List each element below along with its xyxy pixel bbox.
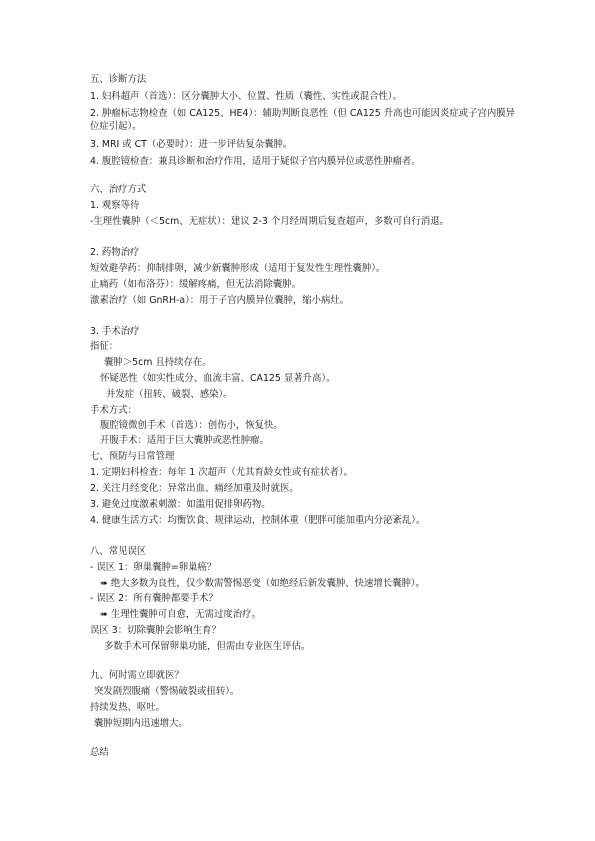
medication-line-1: 短效避孕药：抑制排卵，减少新囊肿形成（适用于复发性生理性囊肿）。 [90, 263, 386, 274]
surgery-indication-2: 怀疑恶性（如实性成分、血流丰富、CA125 显著升高）。 [100, 373, 336, 384]
urgent-item-1: 突发剧烈腹痛（警惕破裂或扭转）。 [94, 686, 240, 697]
section-heading-myths: 八、常见误区 [90, 546, 147, 557]
section-heading-prevention: 七、预防与日常管理 [90, 451, 175, 462]
myth-1-answer: ➠ 绝大多数为良性，仅少数需警惕恶变（如绝经后新发囊肿、快速增长囊肿）。 [100, 578, 425, 589]
surgery-method-1: 腹腔镜微创手术（首选）：创伤小，恢复快。 [100, 420, 283, 431]
diagnosis-item-4: 4. 腹腔镜检查：兼具诊断和治疗作用，适用于疑似子宫内膜异位或恶性肿瘤者。 [90, 156, 421, 167]
urgent-item-2: 持续发热、呕吐。 [90, 702, 166, 713]
medication-line-2: 止痛药（如布洛芬）：缓解疼痛，但无法消除囊肿。 [90, 279, 301, 290]
urgent-item-3: 囊肿短期内迅速增大。 [94, 718, 188, 729]
surgery-indication-label: 指征： [90, 341, 119, 352]
diagnosis-item-2: 2. 肿瘤标志物检查（如 CA125、HE4）：辅助判断良恶性（但 CA125 升高也可能因炎症或子宫内膜异位症引起）。 [90, 108, 515, 132]
treatment-observation-title: 1. 观察等待 [90, 200, 140, 211]
myth-1-question: - 误区 1：卵巢囊肿=卵巢癌？ [90, 562, 217, 573]
surgery-indication-3: 并发症（扭转、破裂、感染）。 [106, 389, 233, 400]
medication-line-3: 激素治疗（如 GnRH-a）：用于子宫内膜异位囊肿，缩小病灶。 [90, 295, 350, 306]
prevention-item-4: 4. 健康生活方式：均衡饮食、规律运动，控制体重（肥胖可能加重内分泌紊乱）。 [90, 515, 426, 526]
surgery-methods-label: 手术方式： [90, 405, 137, 416]
treatment-surgery-title: 3. 手术治疗 [90, 326, 140, 337]
treatment-medication-title: 2. 药物治疗 [90, 247, 140, 258]
prevention-item-3: 3. 避免过度激素刺激：如滥用促排卵药物。 [90, 499, 271, 510]
surgery-indication-1: 囊肿＞5cm 且持续存在。 [104, 357, 212, 368]
prevention-item-1: 1. 定期妇科检查：每年 1 次超声（尤其育龄女性或有症状者）。 [90, 467, 353, 478]
diagnosis-item-3: 3. MRI 或 CT（必要时）：进一步评估复杂囊肿。 [90, 139, 293, 150]
diagnosis-item-1: 1. 妇科超声（首选）：区分囊肿大小、位置、性质（囊性、实性或混合性）。 [90, 91, 402, 102]
section-heading-summary: 总结 [90, 747, 109, 758]
section-heading-diagnosis: 五、诊断方法 [90, 74, 147, 85]
section-heading-treatment: 六、治疗方式 [90, 184, 147, 195]
prevention-item-2: 2. 关注月经变化：异常出血、痛经加重及时就医。 [90, 483, 299, 494]
myth-3-question: 误区 3：切除囊肿会影响生育？ [90, 625, 221, 636]
myth-2-question: - 误区 2：所有囊肿都要手术？ [90, 593, 218, 604]
surgery-method-2: 开腹手术：适用于巨大囊肿或恶性肿瘤。 [100, 435, 269, 446]
myth-3-answer: 多数手术可保留卵巢功能，但需由专业医生评估。 [104, 641, 311, 652]
treatment-observation-line: -生理性囊肿（＜5cm、无症状）：建议 2-3 个月经周期后复查超声，多数可自行消退。 [90, 216, 449, 227]
myth-2-answer: ➠ 生理性囊肿可自愈，无需过度治疗。 [100, 609, 261, 620]
section-heading-urgent: 九、何时需立即就医？ [90, 670, 184, 681]
